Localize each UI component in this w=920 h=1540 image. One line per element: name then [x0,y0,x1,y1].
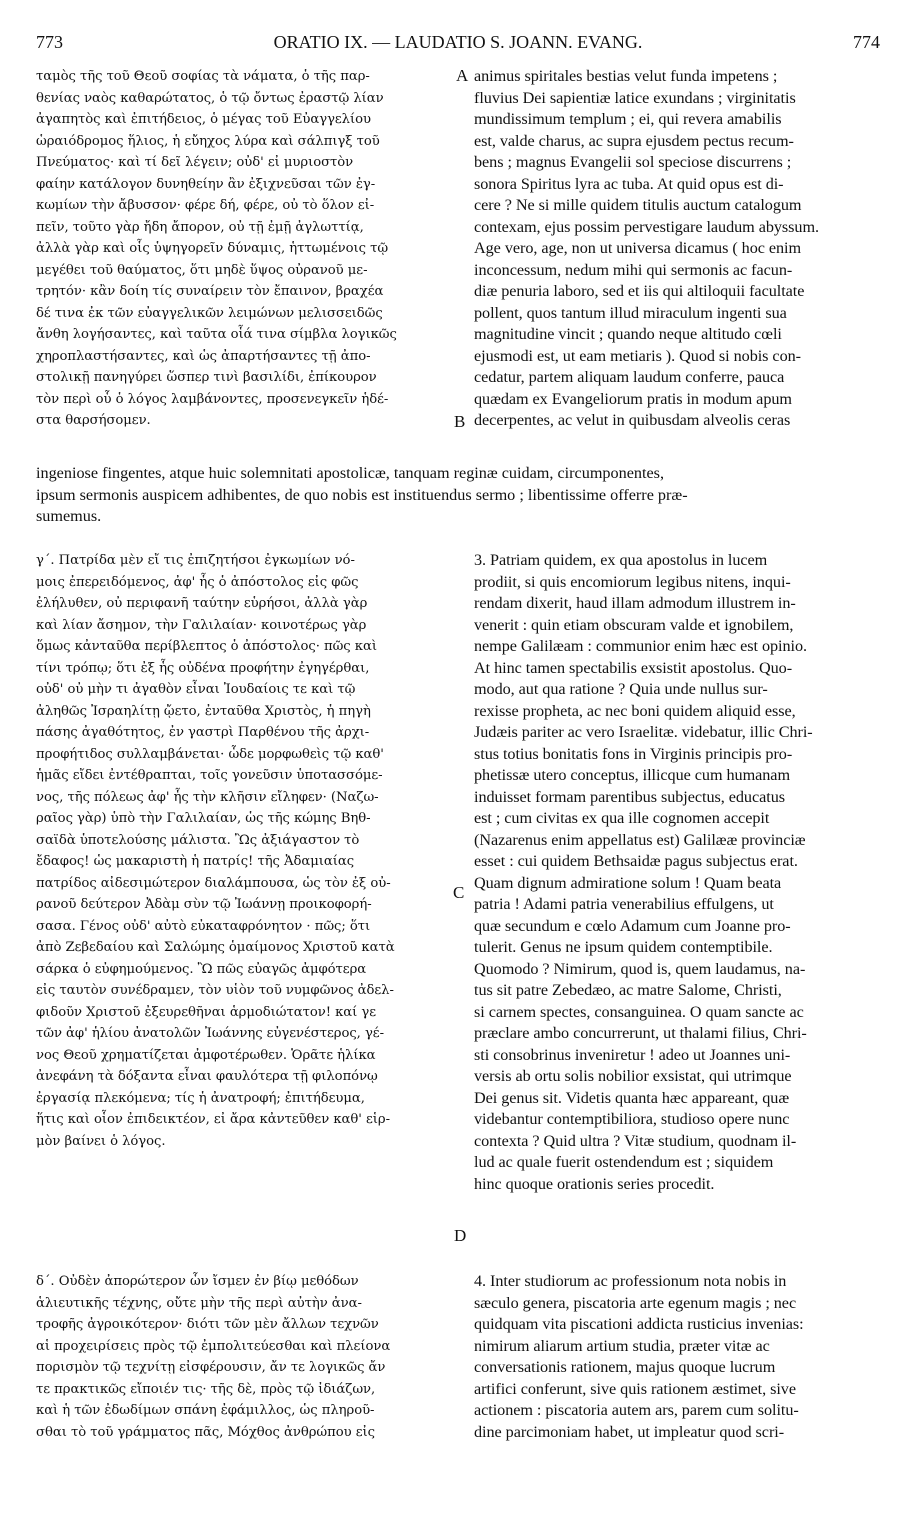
margin-marker-a: A [456,66,469,85]
latin-column-intro: animus spiritales bestias velut funda impetens ; fluvius Dei sapientiæ latice exundans ; virginitatis mundissimum templum ; ei, qui revera amabilis est, valde charus, ac supra ejusdem pectus recum- bens ; magnus Evangelii sol speciose discurrens ; sonora Spiritus lyra ac tuba. At quid opus est di- cere ? Ne si mille quidem titulis auctum catalogum contexam, ejus possim pervestigare laudum abyssum. Age vero, age, non ut universa dicamus ( hoc enim inconcessum, nedum mihi qui sermonis ac facun- diæ penuria laboro, sed et iis qui altiloquii facultate pollent, quos tantum illud miraculum ingenti sua magnitudine vincit ; quando neque altitudo cœli ejusmodi est, ut eam metiaris ). Quod si nobis con- cedatur, partem aliquam laudum conferre, pauca quædam ex Evangeliorum pratis in modum apum decerpentes, ac velut in quibusdam alveolis ceras [474,67,820,429]
margin-marker-c: C [453,883,465,902]
page-number-right: 774 [853,32,880,52]
latin-column-section-4: 4. Inter studiorum ac professionum nota nobis in sæculo genera, piscatoria arte egenum magis ; nec quidquam vita piscationi addicta rusticius invenias: nimirum aliarum artium studia, præter vitæ ac conversationis rationem, majus quoque lucrum artifici conferunt, sive quis rationem æstimet, sive actionem : piscatoria autem ars, parem cum solitu- dine parcimoniam habet, ut impleatur quod scri- [474,1272,804,1441]
running-header [36,32,880,58]
running-title: ORATIO IX. — LAUDATIO S. JOANN. EVANG. [273,32,643,52]
page-number-left: 773 [36,32,63,52]
greek-column-section-3: γ΄. Πατρίδα μὲν εἴ τις ἐπιζητήσοι ἐγκωμίων νό- μοις ἐπερειδόμενος, ἀφ' ἧς ὁ ἀπόστολος εἰς φῶς ἐλήλυθεν, οὐ περιφανῆ ταύτην εὑρήσοι, ἀλλὰ γὰρ καὶ λίαν ἄσημον, τὴν Γαλιλαίαν· κοινοτέρως γὰρ ὅμως κἀνταῦθα περίβλεπτος ὁ ἀπόστολος· πῶς καὶ τίνι τρόπῳ; ὅτι ἐξ ἧς οὐδένα προφήτην ἐγηγέρθαι, οὐδ' οὐ μὴν τι ἀγαθὸν εἶναι Ἰουδαίοις τε καὶ τῷ ἀληθῶς Ἰσραηλίτῃ ᾤετο, ἐνταῦθα Χριστὸς, ἡ πηγὴ πάσης ἀγαθότητος, ἐν γαστρὶ Παρθένου τῆς ἀρχι- προφήτιδος συλλαμβάνεται· ὧδε μορφωθεὶς τῷ καθ' ἡμᾶς εἴδει ἐντέθραπται, τοῖς γονεῦσιν ὑποτασσόμε- νος, τῆς πόλεως ἀφ' ἧς τὴν κλῆσιν εἴληφεν· (Ναζω- ραῖος γὰρ) ὑπὸ τὴν Γαλιλαίαν, ὡς τῆς κώμης Βηθ- σαϊδὰ ὑποτελούσης μάλιστα. Ὢς ἀξιάγαστον τὸ ἔδαφος! ὡς μακαριστὴ ἡ πατρίς! τῆς Ἀδαμιαίας πατρίδος αἰδεσιμώτερον διαλάμπουσα, ὡς τὸν ἐξ οὐ- ρανοῦ δεύτερον Ἀδὰμ σὺν τῷ Ἰωάννῃ προικοφορή- σασα. Γένος οὐδ' αὐτὸ εὐκαταφρόνητον · πῶς; ὅτι ἀπὸ Ζεβεδαίου καὶ Σαλώμης ὁμαίμονος Χριστοῦ κατὰ σάρκα ὁ εὐφημούμενος. Ὢ πῶς εὐαγῶς ἀμφότερα εἰς ταυτὸν συνέδραμεν, τὸν υἱὸν τοῦ νυμφῶνος ἀδελ- φιδοῦν Χριστοῦ ἐξευρεθῆναι ἁρμοδιώτατον! καί γε τῶν ἀφ' ἡλίου ἀνατολῶν Ἰωάννης εὐγενέστερος, γέ- νος Θεοῦ χρηματίζεται ἀμφοτέρωθεν. Ὁρᾶτε ἡλίκα ἀνεφάνη τὰ δόξαντα εἶναι φαυλότερα τῇ φιλοπόνῳ ἐργασίᾳ πλεκόμενα; τίς ἡ ἀνατροφή; ἐπιτήδευμα, ἥτις καὶ οἷον ἐπιδεικτέον, εἰ ἄρα κἀντεῦθεν καθ' εἱρ- μὸν βαίνει ὁ λόγος. [36,553,395,1149]
greek-column-section-4: δ΄. Οὐδὲν ἀπορώτερον ὧν ἴσμεν ἐν βίῳ μεθόδων ἁλιευτικῆς τέχνης, οὔτε μὴν τῆς περὶ αὐτὴν ἀνα- τροφῆς ἀγροικότερον· διότι τῶν μὲν ἄλλων τεχνῶν αἱ προχειρίσεις πρὸς τῷ ἐμπολιτεύεσθαι καὶ πλείονα πορισμὸν τῷ τεχνίτῃ εἰσφέρουσιν, ἄν τε λογικῶς ἄν τε πρακτικῶς εἴποιέν τις· τῆς δὲ, πρὸς τῷ ἰδιάζων, καὶ ἡ τῶν ἐδωδίμων σπάνη ἐφάμιλλος, ὡς πληροῦ- σθαι τὸ τοῦ γράμματος πᾶς, Μόχθος ἀνθρώπου εἰς [36,1274,391,1440]
greek-column-intro: ταμὸς τῆς τοῦ Θεοῦ σοφίας τὰ νάματα, ὁ τῆς παρ- θενίας ναὸς καθαρώτατος, ὁ τῷ ὄντως ἐραστῷ λίαν ἀγαπητὸς καὶ ἐπιτήδειος, ὁ μέγας τοῦ Εὐαγγελίου ὡραιόδρομος ἥλιος, ἡ εὔηχος λύρα καὶ σάλπιγξ τοῦ Πνεύματος· καὶ τί δεῖ λέγειν; οὐδ' εἰ μυριοστὸν φαίην κατάλογον δυνηθείην ἂν ἐξιχνεῦσαι τῶν ἐγ- κωμίων τὴν ἄβυσσον· φέρε δή, φέρε, οὐ τὸ ὅλον εἰ- πεῖν, τοῦτο γὰρ ἤδη ἄπορον, οὐ τῇ ἐμῇ ἀγλωττίᾳ, ἀλλὰ γὰρ καὶ οἷς ὑψηγορεῖν δύναμις, ἡττωμένοις τῷ μεγέθει τοῦ θαύματος, ὅτι μηδὲ ὕψος οὐρανοῦ με- τρητόν· κἂν δοίη τίς συναίρειν τὸν ἔπαινον, βραχέα δέ τινα ἐκ τῶν εὐαγγελικῶν λειμώνων μελισσειδῶς ἄνθη λογήσαντες, καὶ ταῦτα οἷά τινα σίμβλα λογικῶς χηροπλαστήσαντες, καὶ ὡς ἀπαρτήσαντες τῇ ἀπο- στολικῇ πανηγύρει ὥσπερ τινὶ βασιλίδι, ἐπίκουρον τὸν περὶ οὗ ὁ λόγος λαμβάνοντες, προσενεγκεῖν ἡδέ- στα θαρσήσομεν. [36,69,397,428]
latin-column-section-3: 3. Patriam quidem, ex qua apostolus in lucem prodiit, si quis encomiorum legibus nitens, inqui- rendam dixerit, haud illam admodum illustrem in- venerit : quin etiam obscuram valde et ignobilem, nempe Galilæam : communior enim hæc est opinio. At hinc tamen spectabilis exsistit apostolus. Quo- modo, aut qua ratione ? Quia unde nullus sur- rexisse propheta, ac nec boni quidem aliquid esse, Judæis pariter ac vero Israelitæ. videbatur, illic Chri- stus totius bonitatis fons in Virginis principis pro- phetissæ utero conceptus, illicque cum humanam induisset formam parentibus subjectus, educatus est ; cum civitas ex qua ille cognomen accepit (Nazarenus enim appellatus est) Galilææ provinciæ esset : cui quidem Bethsaidæ pagus subjectus erat. Quam dignum admiratione solum ! Quam beata patria ! Adami patria venerabilius effulgens, ut quæ secundum e cœlo Adamum cum Joanne pro- tulerit. Genus ne ipsum quidem contemptibile. Quomodo ? Nimirum, quod is, quem laudamus, na- tus sit patre Zebedæo, ac matre Salome, Christi, si carnem spectes, consanguinea. O quam sancte ac præclare ambo concurrerunt, ut thalami filius, Chri- sti consobrinus inveniretur ! adeo ut Joannes uni- versis ab ortu solis nobilior exsistat, qui utrimque Dei genus sit. Videtis quanta hæc appareant, quæ videbantur contemptibiliora, studioso opere nunc contexta ? Quid ultra ? Vitæ studium, quodnam il- lud ac quale fuerit ostendendum est ; siquidem hinc quoque orationis series procedit. [474,551,813,1193]
margin-marker-d: D [454,1226,467,1245]
latin-fullwidth-paragraph: ingeniose fingentes, atque huic solemnitati apostolicæ, tanquam reginæ cuidam, circumponentes, ipsum sermonis auspicem adhibentes, de quo nobis est instituendus sermo ; libentissime offerre præ- sumemus. [36,464,688,525]
margin-marker-b: B [454,412,466,431]
